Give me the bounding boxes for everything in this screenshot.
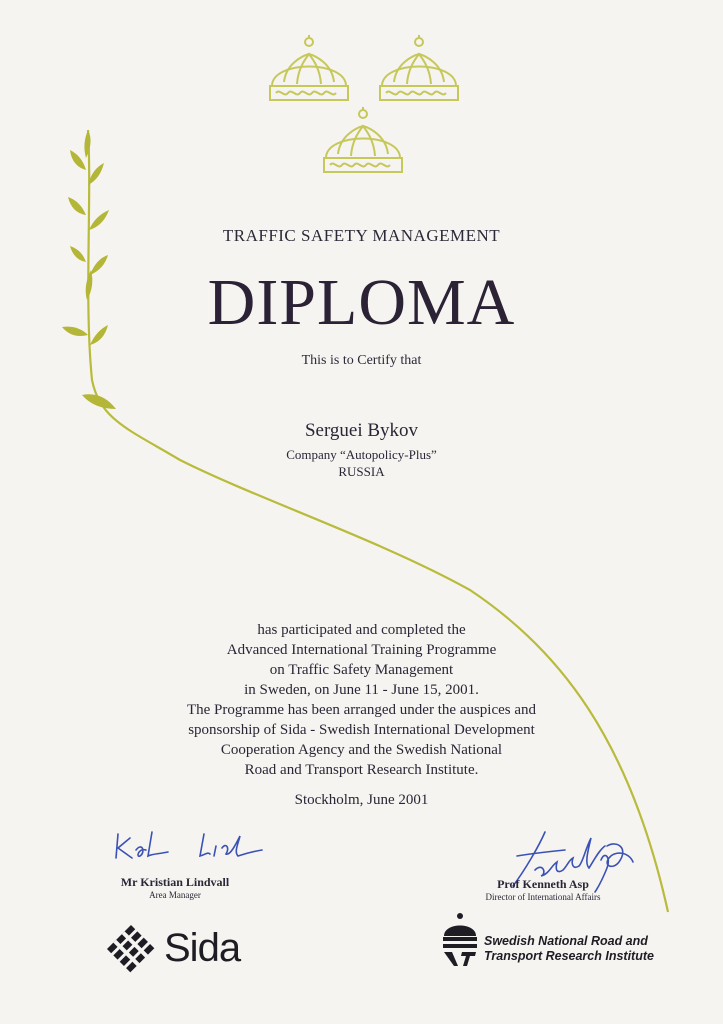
signatory-left — [95, 875, 255, 900]
certify-line: This is to Certify that — [301, 353, 422, 368]
recipient-company: Company “Autopolicy-Plus” — [286, 447, 437, 462]
diploma-body — [0, 620, 723, 780]
signature-left — [112, 824, 272, 864]
body-line: Road and Transport Research Institute. — [244, 762, 479, 778]
sida-logo — [104, 922, 264, 978]
place-date: Stockholm, June 2001 — [294, 792, 429, 808]
vti-line-2: Transport Research Institute — [484, 949, 654, 963]
body-line: Cooperation Agency and the Swedish National — [220, 742, 503, 758]
diploma-title: DIPLOMA — [207, 266, 516, 339]
signatory-right — [468, 877, 618, 902]
body-line: sponsorship of Sida - Swedish International Development — [188, 722, 535, 738]
vti-logo-icon — [440, 912, 480, 968]
body-line: in Sweden, on June 11 - June 15, 2001. — [244, 682, 479, 698]
signatory-title: Area Manager — [149, 890, 201, 900]
vti-logo-text — [484, 934, 654, 964]
vti-logo — [440, 912, 654, 972]
crown-icon — [264, 34, 354, 106]
signatory-name: Prof Kenneth Asp — [497, 877, 589, 891]
recipient-name: Serguei Bykov — [304, 420, 419, 441]
crown-icon — [318, 106, 408, 178]
vti-line-1: Swedish National Road and — [484, 934, 648, 948]
diploma-subtitle: TRAFFIC SAFETY MANAGEMENT — [222, 226, 501, 245]
recipient-country: RUSSIA — [338, 464, 385, 479]
signatory-title: Director of International Affairs — [485, 892, 601, 902]
sida-logo-icon — [104, 922, 158, 976]
signatory-name: Mr Kristian Lindvall — [120, 875, 230, 889]
body-line: The Programme has been arranged under the auspices and — [186, 702, 537, 718]
body-line: on Traffic Safety Management — [269, 662, 454, 678]
body-line: has participated and completed the — [257, 622, 466, 638]
sida-logo-text: Sida — [164, 926, 241, 970]
body-line: Advanced International Training Programme — [226, 642, 497, 658]
crown-icon — [374, 34, 464, 106]
